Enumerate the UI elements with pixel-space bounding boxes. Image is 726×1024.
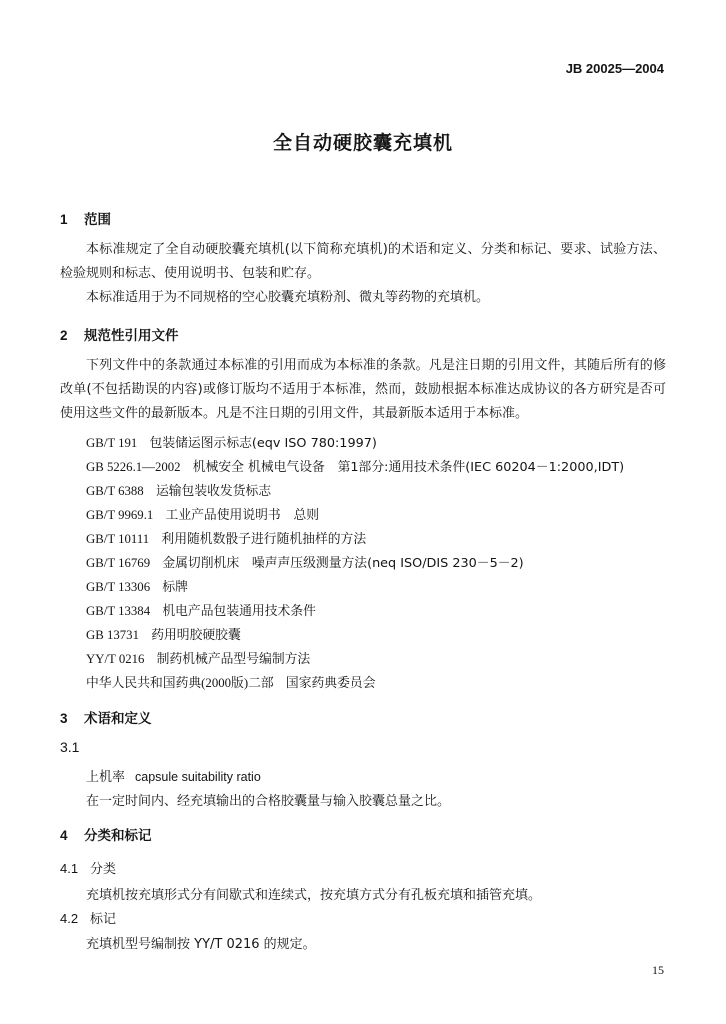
- reference-item: YY/T 0216 制药机械产品型号编制方法: [86, 652, 311, 667]
- section-4-title: 分类和标记: [84, 828, 152, 844]
- reference-item: 中华人民共和国药典(2000版)二部 国家药典委员会: [86, 676, 376, 691]
- reference-item: GB/T 10111 利用随机数骰子进行随机抽样的方法: [86, 532, 367, 547]
- reference-item: GB/T 191 包装储运图示标志(eqv ISO 780:1997): [86, 436, 377, 451]
- standard-number: JB 20025—2004: [565, 61, 664, 76]
- section-3-number: 3: [60, 711, 68, 726]
- reference-item: GB/T 13384 机电产品包装通用技术条件: [86, 604, 316, 619]
- term-entry: [86, 766, 261, 785]
- reference-item: GB/T 6388 运输包装收发货标志: [86, 484, 272, 499]
- section-1-title: 范围: [84, 212, 111, 228]
- section-3-heading: [60, 707, 152, 727]
- subsection-4-2-heading: 4.2 标记: [60, 911, 117, 927]
- term-definition: 在一定时间内、经充填输出的合格胶囊量与输入胶囊总量之比。: [86, 794, 451, 809]
- subsection-4-1-text: 充填机按充填形式分有间歇式和连续式，按充填方式分有孔板充填和插管充填。: [86, 888, 542, 903]
- section-3-title: 术语和定义: [84, 711, 152, 727]
- section-1-number: 1: [60, 212, 68, 227]
- section-2-paragraph: 下列文件中的条款通过本标准的引用而成为本标准的条款。凡是注日期的引用文件，其随后所有的修改单(不包括勘误的内容)或修订版均不适用于本标准，然而，鼓励根据本标准达成协议的各方研究是否可使用这些文件的最新版本。凡是不注日期的引用文件，其最新版本适用于本标准。: [60, 358, 666, 421]
- section-4-heading: [60, 824, 152, 844]
- term-number: 3.1: [60, 739, 80, 755]
- reference-item: GB/T 16769 金属切削机床 噪声声压级测量方法(neq ISO/DIS 230－5－2): [86, 556, 524, 571]
- reference-item: GB 5226.1—2002 机械安全 机械电气设备 第1部分:通用技术条件(IEC 60204－1:2000,IDT): [86, 460, 625, 475]
- section-2-number: 2: [60, 328, 68, 343]
- section-1-paragraph-2: 本标准适用于为不同规格的空心胶囊充填粉剂、微丸等药物的充填机。: [86, 290, 490, 305]
- reference-item: GB/T 9969.1 工业产品使用说明书 总则: [86, 508, 320, 523]
- section-1-paragraph-1: 本标准规定了全自动硬胶囊充填机(以下简称充填机)的术语和定义、分类和标记、要求、试验方法、检验规则和标志、使用说明书、包装和贮存。: [60, 242, 666, 281]
- section-2-title: 规范性引用文件: [84, 328, 179, 344]
- section-2-heading: [60, 324, 179, 344]
- page-number: 15: [652, 963, 664, 977]
- reference-item: GB 13731 药用明胶硬胶囊: [86, 628, 241, 643]
- subsection-4-2-text: 充填机型号编制按 YY/T 0216 的规定。: [86, 937, 316, 952]
- section-4-number: 4: [60, 828, 68, 843]
- document-title: 全自动硬胶囊充填机: [272, 132, 453, 154]
- term-english: capsule suitability ratio: [135, 770, 261, 784]
- section-1-heading: [60, 208, 111, 228]
- subsection-4-1-heading: 4.1 分类: [60, 861, 117, 877]
- term-chinese: 上机率: [86, 770, 126, 785]
- reference-item: GB/T 13306 标牌: [86, 580, 188, 595]
